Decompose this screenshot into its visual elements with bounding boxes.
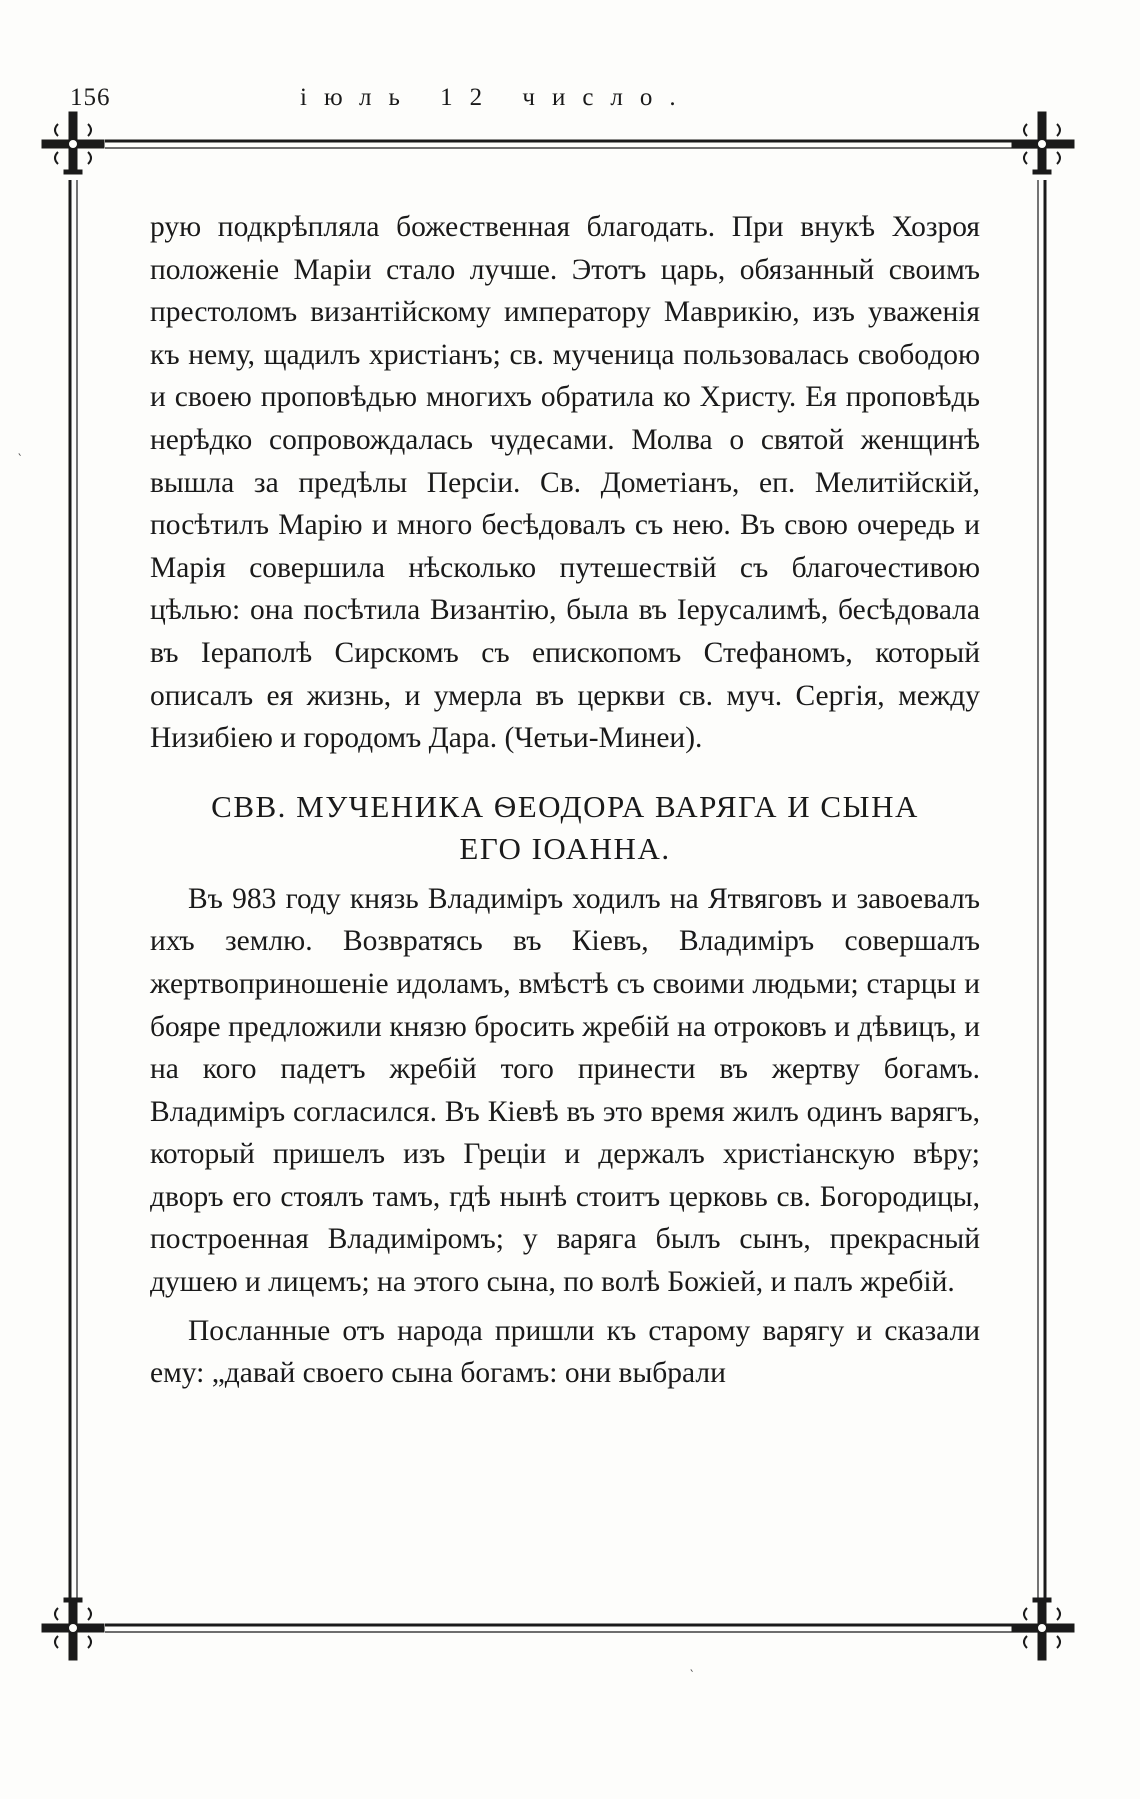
paragraph-2: Въ 983 году князь Владиміръ ходилъ на Ятвяговъ и завоевалъ ихъ землю. Возвратясь въ Кіевъ, Владиміръ совершалъ жертвоприношеніе идоламъ, вмѣстѣ съ своими людьми; старцы и бояре предложили князю бросить жребій на отроковъ и дѣвицъ, и на кого падетъ жребій того принести въ жертву богамъ. Владиміръ согласился. Въ Кіевѣ въ это время жилъ одинъ варягъ, который пришелъ изъ Греціи и держалъ христіанскую вѣру; дворъ его стоялъ тамъ, гдѣ нынѣ стоитъ церковь св. Богородицы, построенная Владиміромъ; у варяга былъ сынъ, прекрасный душею и лицемъ; на этого сына, по волѣ Божіей, и палъ жребій. bbox=[150, 882, 980, 1299]
stray-print-mark: ‵ bbox=[690, 1669, 694, 1684]
running-title: іюль 12 число. bbox=[300, 84, 693, 111]
main-text bbox=[150, 206, 980, 1395]
paragraph-continued: рую подкрѣпляла божественная благодать. При внукѣ Хозроя положеніе Маріи стало лучше. Этотъ царь, обязанный своимъ престоломъ византійскому императору Маврикію, изъ уваженія къ нему, щадилъ христіанъ; св. мученица пользовалась свободою и своею проповѣдью многихъ обратила ко Христу. Ея проповѣдь нерѣдко сопровождалась чудесами. Молва о святой женщинѣ вышла за предѣлы Персіи. Св. Дометіанъ, еп. Мелитійскій, посѣтилъ Марію и много бесѣдовалъ съ нею. Въ свою очередь и Марія совершила нѣсколько путешествій съ благочестивою цѣлью: она посѣтила Византію, была въ Іерусалимѣ, бесѣдовала въ Іераполѣ Сирскомъ съ епископомъ Стефаномъ, который описалъ ея жизнь, и умерла въ церкви св. муч. Сергія, между Низибіею и городомъ Дара. (Четьи-Минеи). bbox=[150, 211, 980, 755]
page-number: 156 bbox=[70, 84, 111, 111]
stray-print-mark: ‵ bbox=[18, 453, 22, 468]
corner-ornament-top-left bbox=[42, 112, 104, 174]
corner-ornament-bottom-left bbox=[42, 1598, 104, 1660]
corner-ornament-top-right bbox=[1012, 112, 1074, 174]
section-heading bbox=[150, 786, 980, 870]
paragraph-3: Посланные отъ народа пришли къ старому варягу и сказали ему: „давай своего сына богамъ: они выбрали bbox=[150, 1314, 980, 1390]
section-heading-line-1: СВВ. МУЧЕНИКА ѲЕОДОРА ВАРЯГА И СЫНА bbox=[211, 788, 919, 824]
section-heading-line-2: ЕГО ІОАННА. bbox=[459, 830, 671, 866]
corner-ornament-bottom-right bbox=[1012, 1598, 1074, 1660]
